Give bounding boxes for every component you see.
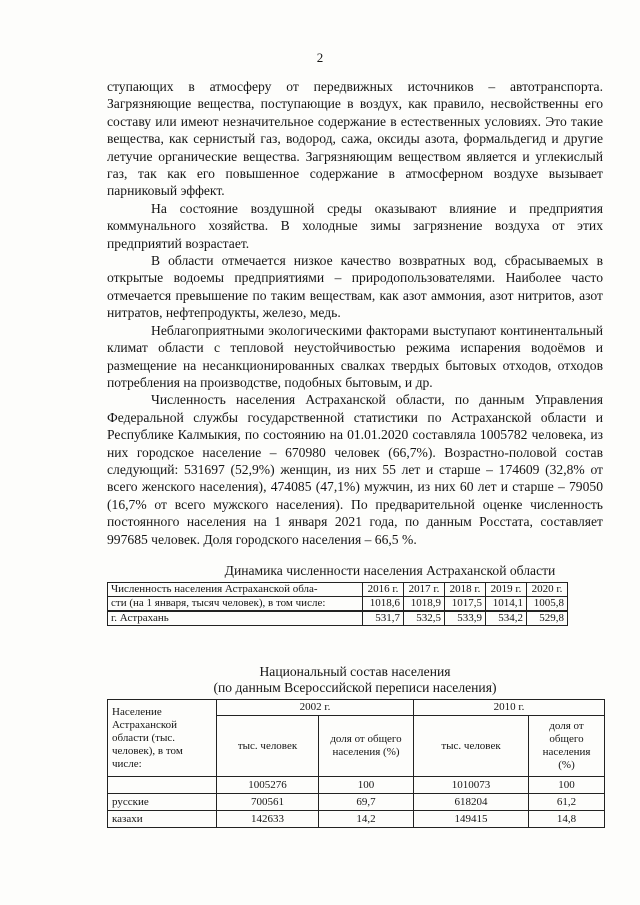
paragraph: На состояние воздушной среды оказывают влияние и предприятия коммунального хозяйства. В холодные зимы загрязнение воздуха от этих предприятий возрастает. — [107, 200, 603, 251]
table-cell: 14,2 — [319, 811, 414, 828]
table-row — [108, 611, 568, 626]
table-cell: 534,2 — [486, 611, 527, 626]
paragraph: В области отмечается низкое качество возвратных вод, сбрасываемых в открытые водоемы предприятиями – природопользователями. Наиболее часто отмечается превышение по таким веществам, как азот аммония, азот нитритов, азот нитратов, нефтепродукты, железо, медь. — [107, 253, 603, 321]
row-header-cell: Население Астраханской области (тыс. человек), в том числе: — [108, 700, 217, 777]
table-cell: сти (на 1 января, тысяч человек), в том числе: — [108, 597, 363, 612]
ethnic-table-title-line: Национальный состав населения — [259, 664, 451, 679]
census-2002-header: 2002 г. — [217, 700, 414, 716]
table-cell: 700561 — [217, 794, 319, 811]
table-cell: 1018,6 — [363, 597, 404, 612]
table-cell: русские — [108, 794, 217, 811]
table-row — [108, 794, 605, 811]
table-cell: 1005,8 — [527, 597, 568, 612]
year-header: 2020 г. — [527, 583, 568, 597]
table-cell: 100 — [529, 777, 605, 794]
ethnic-table — [107, 699, 605, 828]
year-header: 2016 г. — [363, 583, 404, 597]
page-number: 2 — [316, 50, 324, 65]
table-row — [108, 700, 605, 716]
table-cell: 100 — [319, 777, 414, 794]
column-header: тыс. человек — [414, 716, 529, 777]
table-cell: 142633 — [217, 811, 319, 828]
paragraph: Численность населения Астраханской области, по данным Управления Федеральной службы государственной статистики по Астраханской области и Республике Калмыкия, по состоянию на 01.01.2020 составляла 1005782 человека, из них городское население – 670980 человек (66,7%). Возрастно-половой состав следующий: 531697 (52,9%) женщин, из них 55 лет и старше – 174609 (32,8% от всего женского населения), 474085 (47,1%) мужчин, из них 60 лет и старше – 79050 (16,7% от всего мужского населения). По предварительной оценке численность постоянного населения на 1 января 2021 года, по данным Росстата, составляет 997685 человек. Доля городского населения – 66,5 %. — [107, 392, 603, 547]
body-text — [107, 78, 603, 548]
table-cell: Численность населения Астраханской обла- — [108, 583, 363, 597]
table-cell: 532,5 — [404, 611, 445, 626]
table-cell — [108, 777, 217, 794]
table-cell: 1018,9 — [404, 597, 445, 612]
table-cell: 69,7 — [319, 794, 414, 811]
table-cell: 1017,5 — [445, 597, 486, 612]
table-cell: г. Астрахань — [108, 611, 363, 626]
table-cell: 529,8 — [527, 611, 568, 626]
table-cell: 1014,1 — [486, 597, 527, 612]
table-cell: 618204 — [414, 794, 529, 811]
table-cell: 533,9 — [445, 611, 486, 626]
table-cell: 14,8 — [529, 811, 605, 828]
year-header: 2017 г. — [404, 583, 445, 597]
column-header: тыс. человек — [217, 716, 319, 777]
table-row — [108, 811, 605, 828]
table-cell: 1005276 — [217, 777, 319, 794]
table-cell: 1010073 — [414, 777, 529, 794]
population-table — [107, 582, 568, 626]
year-header: 2019 г. — [486, 583, 527, 597]
ethnic-table-title — [107, 664, 603, 696]
table-cell: 149415 — [414, 811, 529, 828]
table-row — [108, 777, 605, 794]
paragraph: Неблагоприятными экологическими факторами выступают континентальный климат области с тепловой неустойчивостью режима испарения водоёмов и размещение на несанкционированных свалках твердых бытовых отходов, отходов потребления на производстве, подобных бытовым, и др. — [107, 322, 603, 390]
table-row — [108, 597, 568, 612]
year-header: 2018 г. — [445, 583, 486, 597]
table-cell: 531,7 — [363, 611, 404, 626]
table-row — [108, 583, 568, 597]
table-cell: 61,2 — [529, 794, 605, 811]
column-header: доля от общего населения (%) — [529, 716, 605, 777]
census-2010-header: 2010 г. — [414, 700, 605, 716]
ethnic-table-subtitle-line: (по данным Всероссийской переписи населения) — [213, 680, 497, 695]
population-table-title: Динамика численности населения Астраханской области — [224, 563, 556, 578]
table-cell: казахи — [108, 811, 217, 828]
paragraph: ступающих в атмосферу от передвижных источников – автотранспорта. Загрязняющие вещества, поступающие в воздух, как правило, несвойственны его составу или имеют незначительное содержание в естественных условиях. Это такие вещества, как сернистый газ, водород, сажа, оксиды азота, формальдегид и другие летучие органические вещества. Загрязняющим веществом является и углекислый газ, так как его повышенное содержание в атмосферном воздухе вызывает парниковый эффект. — [107, 79, 603, 199]
column-header: доля от общего населения (%) — [319, 716, 414, 777]
